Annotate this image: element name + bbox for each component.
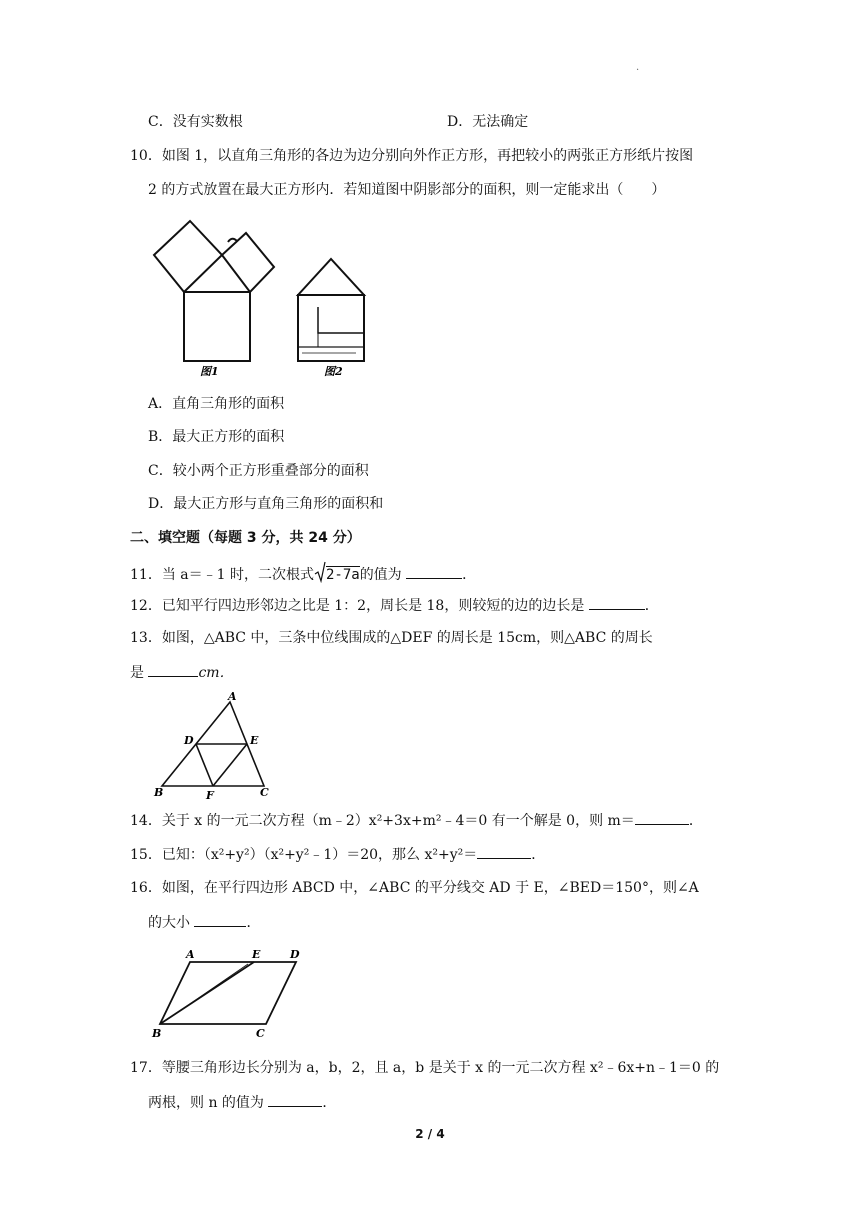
q15-line	[130, 844, 545, 865]
q14-end: ．	[688, 813, 703, 829]
header-dot: .	[636, 62, 640, 73]
q12-text: 12．已知平行四边形邻边之比是 1：2，周长是 18，则较短的边的边长是	[130, 598, 589, 614]
q16-line2-prefix: 的大小	[148, 915, 195, 931]
q13-line1: 13．如图，△ABC 中，三条中位线围成的△DEF 的周长是 15cm，则△ABC 的周长	[130, 630, 653, 646]
q11-end: ．	[462, 567, 477, 583]
q13-line2-prefix: 是	[130, 665, 149, 681]
q9-option-c: C．没有实数根	[148, 114, 243, 130]
figure-2-drawing	[298, 259, 364, 361]
q13-line2	[130, 662, 234, 683]
q16-answer-blank	[194, 912, 246, 927]
label-B: B	[152, 1027, 162, 1040]
q13-triangle-figure	[148, 690, 278, 802]
page-number: 2 / 4	[415, 1127, 445, 1141]
q12-end: ．	[644, 598, 659, 614]
q10-option-a: A．直角三角形的面积	[148, 396, 285, 412]
q14-line	[130, 810, 703, 831]
q11-answer-blank	[406, 564, 462, 579]
q12-line	[130, 595, 659, 616]
q17-answer-blank	[268, 1092, 322, 1107]
q11-prefix: 11．当 a＝﹣1 时，二次根式	[130, 567, 314, 583]
figure-1-drawing	[154, 221, 274, 361]
label-B: B	[154, 786, 164, 799]
fig2-caption: 图2	[324, 365, 343, 378]
q11-suffix: 的值为	[359, 567, 407, 583]
q13-answer-blank	[148, 662, 198, 677]
q14-answer-blank	[635, 810, 689, 825]
q15-text: 15．已知：（x²+y²）（x²+y²﹣1）＝20，那么 x²+y²＝	[130, 847, 478, 863]
q17-line2	[148, 1092, 336, 1113]
label-A: A	[186, 948, 195, 961]
q14-text: 14．关于 x 的一元二次方程（m﹣2）x²+3x+m²﹣4＝0 有一个解是 0，则 m＝	[130, 813, 635, 829]
q17-line2-end: ．	[322, 1095, 337, 1111]
q16-parallelogram-figure	[148, 944, 318, 1040]
label-D: D	[184, 734, 194, 747]
label-C: C	[260, 786, 269, 799]
q10-option-d: D．最大正方形与直角三角形的面积和	[148, 496, 384, 512]
label-E: E	[250, 734, 259, 747]
q10-option-c: C．较小两个正方形重叠部分的面积	[148, 463, 369, 479]
label-C: C	[256, 1027, 265, 1040]
q11-radicand: 2-7a	[325, 567, 360, 583]
label-F: F	[206, 789, 214, 802]
label-A: A	[228, 690, 237, 703]
section-2-title: 二、填空题（每题 3 分，共 24 分）	[130, 530, 361, 546]
q10-line1: 10．如图 1，以直角三角形的各边为边分别向外作正方形，再把较小的两张正方形纸片按图	[130, 148, 694, 164]
q15-end: ．	[531, 847, 546, 863]
fig1-caption: 图1	[200, 365, 219, 378]
q10-line2: 2 的方式放置在最大正方形内．若知道图中阴影部分的面积，则一定能求出（ ）	[148, 182, 666, 198]
q15-answer-blank	[477, 844, 531, 859]
label-D: D	[290, 948, 300, 961]
q16-line1: 16．如图，在平行四边形 ABCD 中，∠ABC 的平分线交 AD 于 E，∠BED＝150°，则∠A	[130, 880, 699, 896]
q12-answer-blank	[589, 595, 645, 610]
label-E: E	[252, 948, 261, 961]
q17-line1: 17．等腰三角形边长分别为 a，b，2，且 a，b 是关于 x 的一元二次方程 x²﹣6x+n﹣1＝0 的	[130, 1060, 720, 1076]
q10-option-b: B．最大正方形的面积	[148, 429, 285, 445]
q13-line2-end: cm．	[198, 665, 234, 681]
q9-option-d: D．无法确定	[447, 114, 529, 130]
q11-line	[130, 561, 476, 589]
q16-line2	[148, 912, 260, 933]
q16-line2-end: ．	[246, 915, 261, 931]
sqrt-symbol	[314, 561, 326, 589]
q10-figures	[148, 215, 388, 380]
q17-line2-prefix: 两根，则 n 的值为	[148, 1095, 269, 1111]
